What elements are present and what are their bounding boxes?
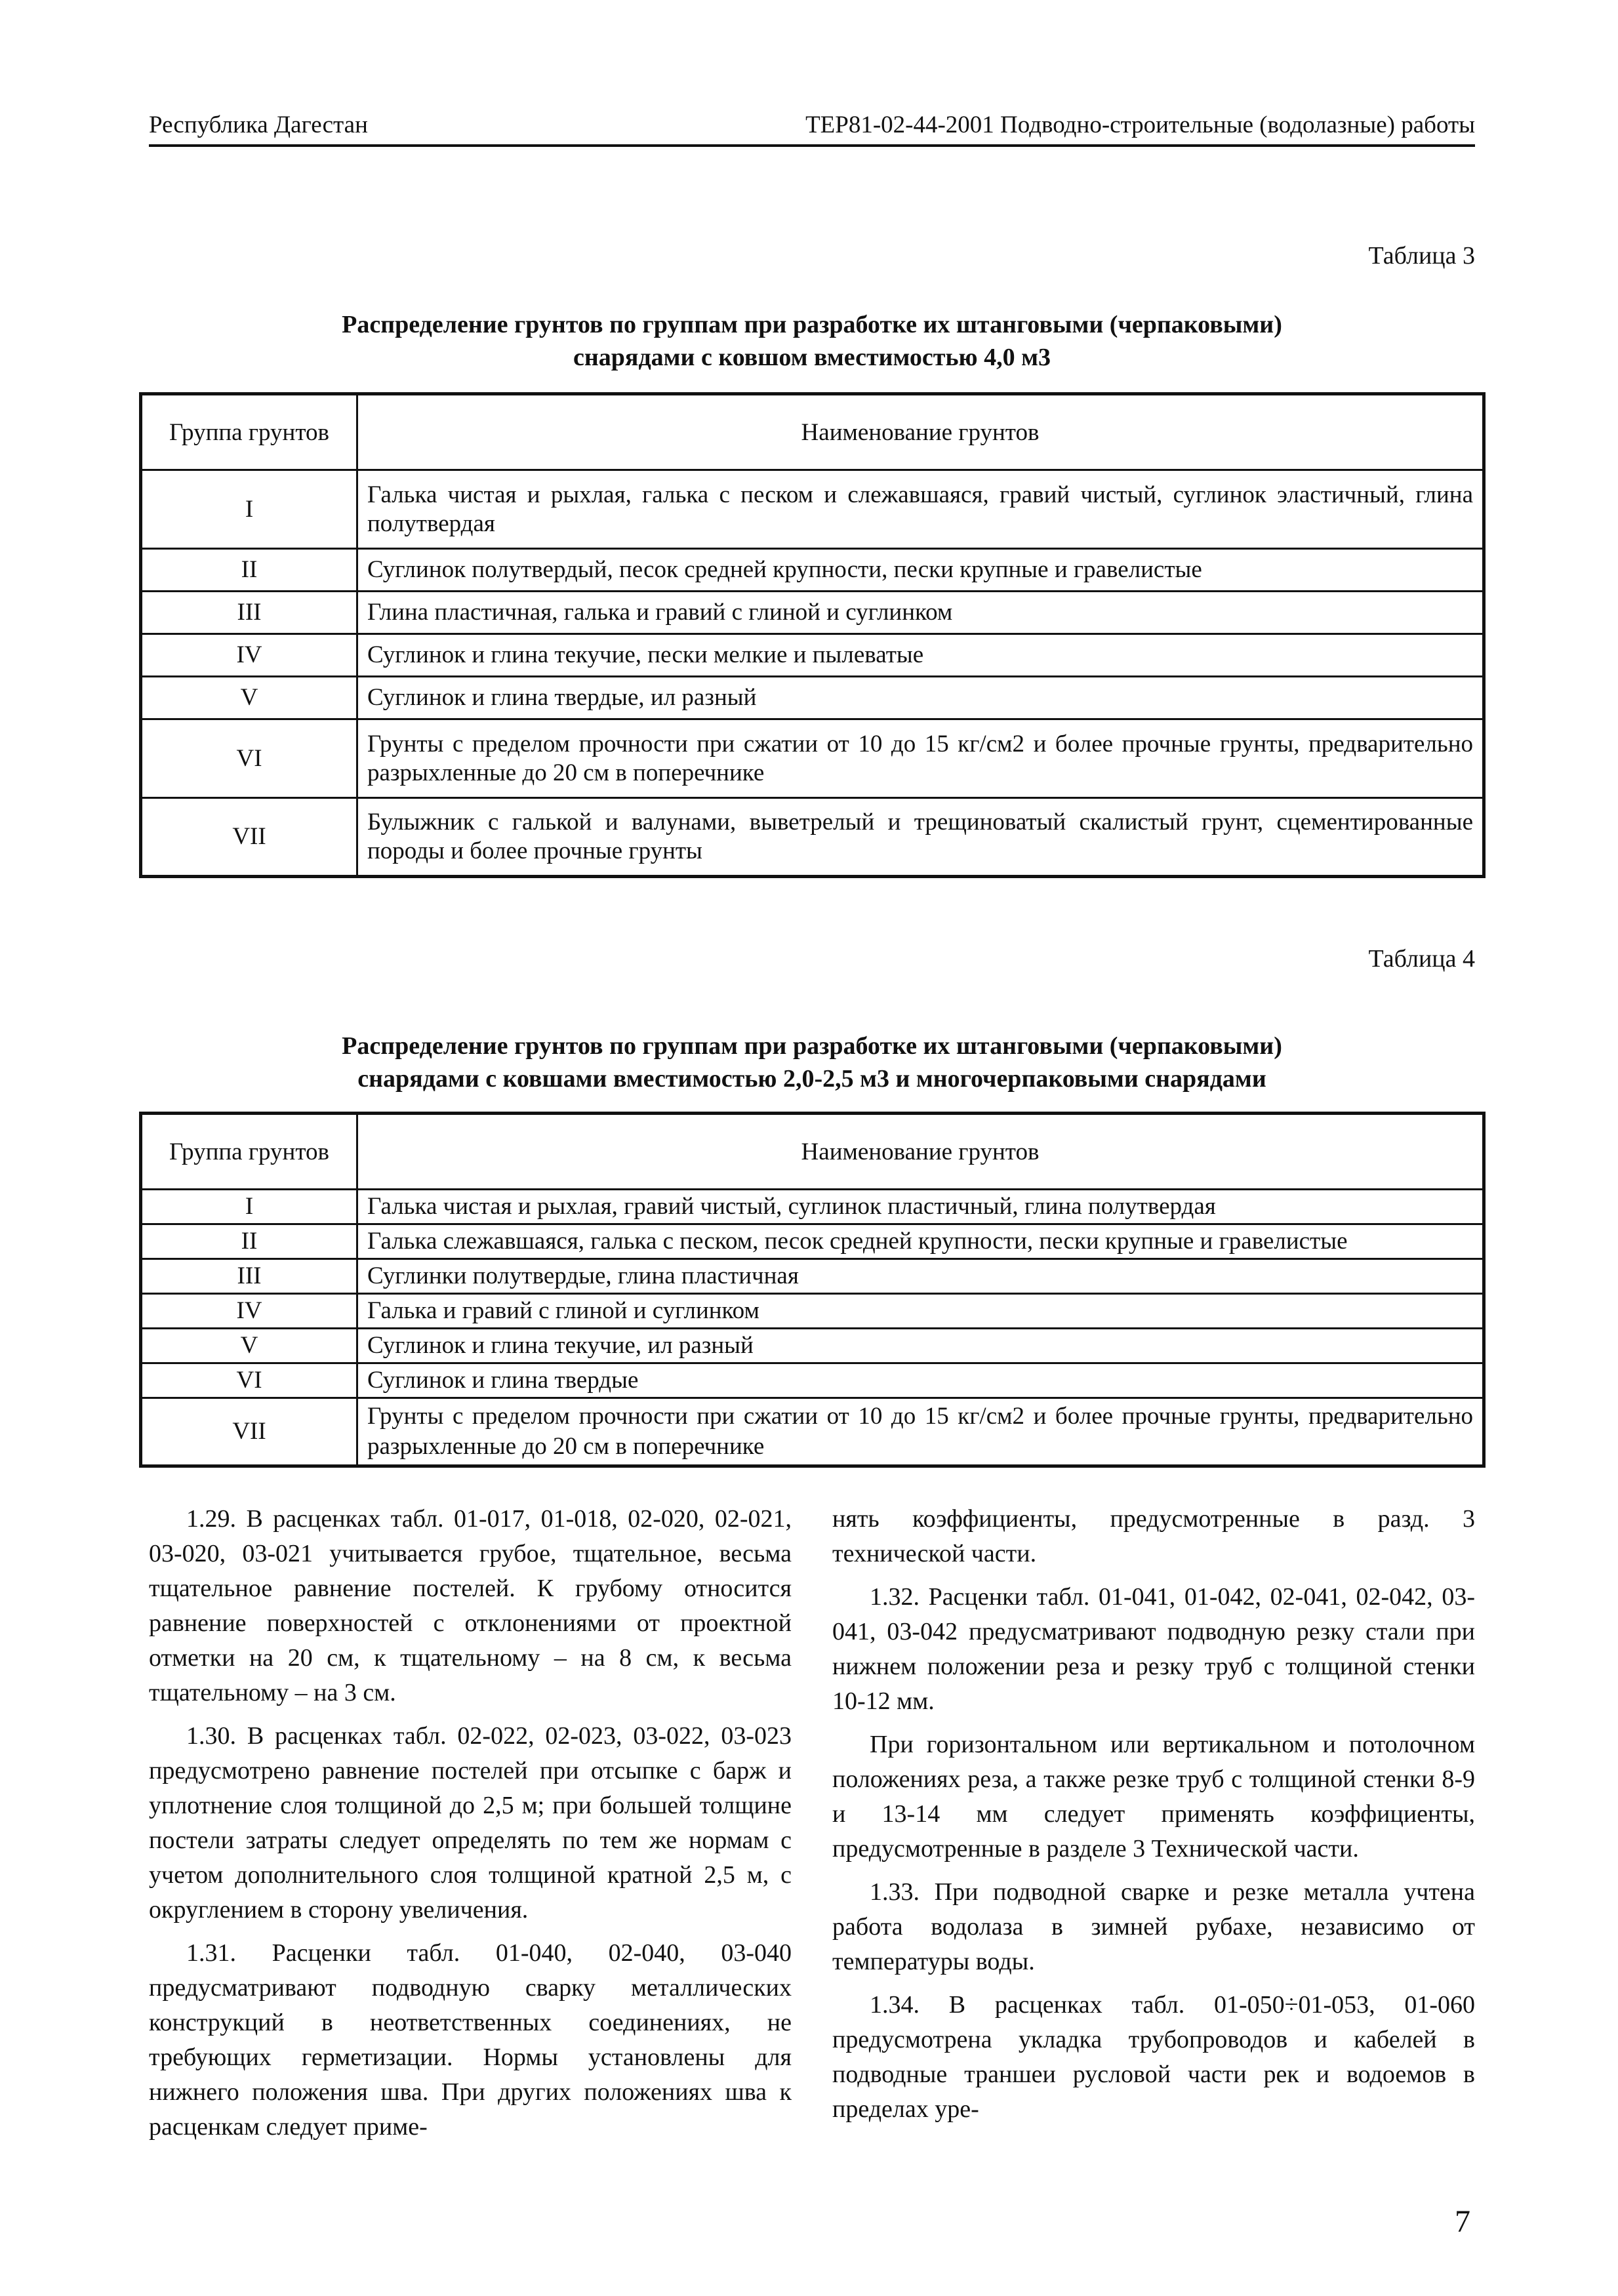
header-document-code: ТЕР81-02-44-2001 Подводно-строительные (водолазные) работы: [805, 111, 1475, 138]
table-row: [141, 1190, 1484, 1224]
column-header-name: Наименование грунтов: [357, 394, 1484, 470]
soil-name-cell: Булыжник с галькой и валунами, выветрелый и трещиноватый скалистый грунт, сцементированные породы и более прочные грунты: [357, 798, 1484, 877]
paragraph-1-31: 1.31. Расценки табл. 01-040, 02-040, 03-040 предусматривают подводную сварку металлических конструкций в неответственных соединениях, не требующих герметизации. Нормы установлены для нижнего положения шва. При других положениях шва к расценкам следует приме-: [149, 1939, 792, 2141]
table-row: [141, 719, 1484, 798]
soil-name-cell: Галька слежавшаяся, галька с песком, песок средней крупности, пески крупные и гравелистые: [357, 1224, 1484, 1259]
soil-name-cell: Грунты с пределом прочности при сжатии от 10 до 15 кг/см2 и более прочные грунты, предварительно разрыхленные до 20 см в поперечнике: [357, 1398, 1484, 1466]
group-cell: I: [141, 470, 357, 549]
group-cell: III: [141, 592, 357, 634]
group-cell: II: [141, 549, 357, 592]
paragraph-1-33: 1.33. При подводной сварке и резке металла учтена работа водолаза в зимней рубахе, независимо от температуры воды.: [832, 1878, 1475, 1975]
paragraph-1-34: 1.34. В расценках табл. 01-050÷01-053, 01-060 предусмотрена укладка трубопроводов и кабелей в подводные траншеи русловой части рек и водоемов в пределах уре-: [832, 1991, 1475, 2123]
group-cell: V: [141, 677, 357, 719]
table-row: [141, 1294, 1484, 1329]
group-cell: VI: [141, 719, 357, 798]
table3-title: Распределение грунтов по группам при разработке их штанговыми (черпаковыми) снарядами с ковшом вместимостью 4,0 м3: [342, 311, 1282, 371]
soil-name-cell: Грунты с пределом прочности при сжатии от 10 до 15 кг/см2 и более прочные грунты, предварительно разрыхленные до 20 см в поперечнике: [357, 719, 1484, 798]
table-row: [141, 1259, 1484, 1294]
left-column: [149, 1502, 792, 2153]
soil-name-cell: Галька чистая и рыхлая, гравий чистый, суглинок пластичный, глина полутвердая: [357, 1190, 1484, 1224]
table-row: [141, 1363, 1484, 1398]
soil-name-cell: Суглинок и глина твердые, ил разный: [357, 677, 1484, 719]
table-row: [141, 1398, 1484, 1466]
soil-name-cell: Галька и гравий с глиной и суглинком: [357, 1294, 1484, 1329]
paragraph-1-30: 1.30. В расценках табл. 02-022, 02-023, 03-022, 03-023 предусмотрено равнение постелей при отсыпке с барж и уплотнение слоя толщиной до 2,5 м; при большей толщине постели затраты следует определять по тем же нормам с учетом дополнительного слоя толщиной кратной 2,5 м, с округлением в сторону увеличения.: [149, 1722, 792, 1923]
group-cell: IV: [141, 634, 357, 677]
group-cell: IV: [141, 1294, 357, 1329]
paragraph-1-32-b: При горизонтальном или вертикальном и потолочном положениях реза, а также резке труб с толщиной стенки 8-9 и 13-14 мм следует применять коэффициенты, предусмотренные в разделе 3 Технической части.: [832, 1731, 1475, 1863]
group-cell: I: [141, 1190, 357, 1224]
page-header: [149, 105, 1475, 147]
table-header-row: [141, 394, 1484, 470]
paragraph-1-32: 1.32. Расценки табл. 01-041, 01-042, 02-041, 02-042, 03-041, 03-042 предусматривают подводную резку стали при нижнем положении реза и резку труб с толщиной стенки 10-12 мм.: [832, 1583, 1475, 1715]
header-region: Республика Дагестан: [149, 111, 368, 138]
table4: [139, 1112, 1486, 1468]
table3: [139, 392, 1486, 878]
group-cell: VI: [141, 1363, 357, 1398]
soil-name-cell: Суглинок и глина текучие, ил разный: [357, 1329, 1484, 1363]
group-cell: II: [141, 1224, 357, 1259]
column-header-group: Группа грунтов: [141, 1114, 357, 1190]
table-row: [141, 634, 1484, 677]
soil-name-cell: Глина пластичная, галька и гравий с глиной и суглинком: [357, 592, 1484, 634]
group-cell: VII: [141, 1398, 357, 1466]
table-row: [141, 592, 1484, 634]
table-row: [141, 1329, 1484, 1363]
column-header-name: Наименование грунтов: [357, 1114, 1484, 1190]
soil-name-cell: Суглинок и глина твердые: [357, 1363, 1484, 1398]
table3-label: Таблица 3: [1368, 242, 1475, 270]
paragraph-1-31-continued: нять коэффициенты, предусмотренные в разд. 3 технической части.: [832, 1505, 1475, 1567]
group-cell: III: [141, 1259, 357, 1294]
soil-name-cell: Суглинок и глина текучие, пески мелкие и пылеватые: [357, 634, 1484, 677]
body-text: [149, 1502, 1475, 2141]
table-row: [141, 677, 1484, 719]
group-cell: VII: [141, 798, 357, 877]
table-row: [141, 1224, 1484, 1259]
table-row: [141, 798, 1484, 877]
soil-name-cell: Суглинки полутвердые, глина пластичная: [357, 1259, 1484, 1294]
column-header-group: Группа грунтов: [141, 394, 357, 470]
group-cell: V: [141, 1329, 357, 1363]
soil-name-cell: Галька чистая и рыхлая, галька с песком и слежавшаяся, гравий чистый, суглинок эластичный, глина полутвердая: [357, 470, 1484, 549]
page-number: 7: [1455, 2204, 1470, 2239]
soil-name-cell: Суглинок полутвердый, песок средней крупности, пески крупные и гравелистые: [357, 549, 1484, 592]
table-header-row: [141, 1114, 1484, 1190]
table4-title: Распределение грунтов по группам при разработке их штанговыми (черпаковыми) снарядами с ковшами вместимостью 2,0-2,5 м3 и многочерпаковыми снарядами: [342, 1032, 1282, 1093]
table-row: [141, 549, 1484, 592]
table4-label: Таблица 4: [1368, 945, 1475, 973]
paragraph-1-29: 1.29. В расценках табл. 01-017, 01-018, 02-020, 02-021, 03-020, 03-021 учитывается грубое, тщательное, весьма тщательное равнение постелей. К грубому относится равнение поверхностей с отклонениями от проектной отметки на 20 см, к тщательному – на 8 см, к весьма тщательному – на 3 см.: [149, 1505, 792, 1706]
table-row: [141, 470, 1484, 549]
right-column: [832, 1502, 1475, 2135]
